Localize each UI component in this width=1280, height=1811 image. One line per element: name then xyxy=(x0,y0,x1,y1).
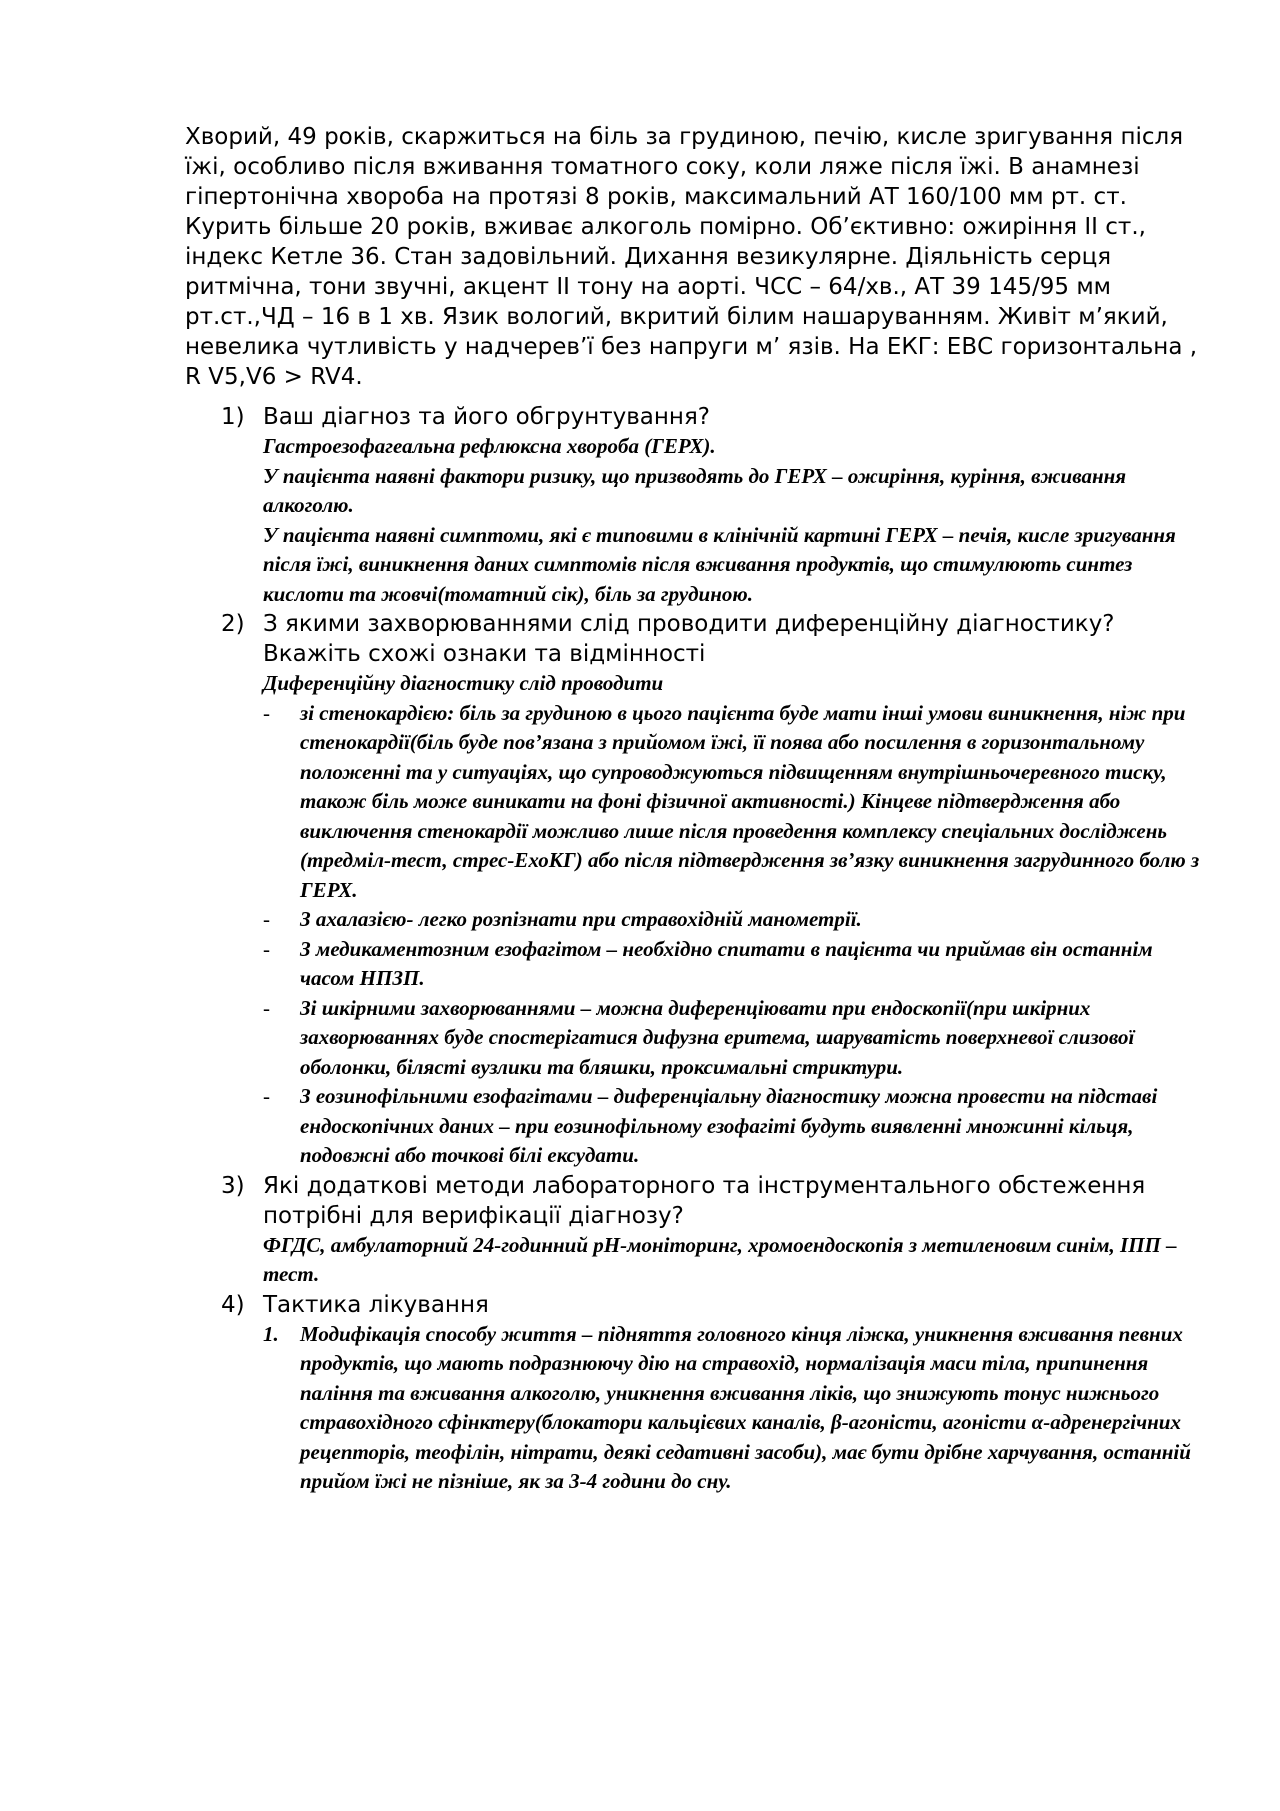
list-item-text: З медикаментозним езофагітом – необхідно спитати в пацієнта чи приймав він останнім часом НПЗП. xyxy=(300,936,1153,990)
answer-paragraph: У пацієнта наявні фактори ризику, що призводять до ГЕРХ – ожиріння, куріння, вживання алкоголю. xyxy=(263,463,1127,517)
question-number: 4) xyxy=(221,1291,245,1318)
bullet-marker: - xyxy=(263,936,270,961)
list-item-text: зі стенокардією: біль за грудиною в цього пацієнта буде мати інші умови виникнення, ніж при стенокардії(біль буде пов’язана з прийомом їжі, її поява або посилення в горизонтальному положенні та у ситуаціях, що супроводжуються підвищенням внутрішньочеревного тиску, також біль може виникати на фоні фізичної активності.) Кінцеве підтвердження або виключення стенокардії можливо лише після проведення комплексу спеціальних досліджень (тредміл-тест, стрес-ЕхоКГ) або після підтвердження зв’язку виникнення загрудинного болю з ГЕРХ. xyxy=(300,700,1200,902)
treatment-list xyxy=(263,1320,1205,1497)
question-4 xyxy=(185,1290,1205,1497)
answer-paragraph: У пацієнта наявні симптоми, які є типовими в клінічній картині ГЕРХ – печія, кисле зригування після їжі, виникнення даних симптомів після вживання продуктів, що стимулюють синтез кислоти та жовчі(томатний сік), біль за грудиною. xyxy=(263,522,1176,606)
bullet-marker: - xyxy=(263,907,270,931)
answer-paragraph: Гастроезофагеальна рефлюксна хвороба (ГЕРХ). xyxy=(263,434,716,458)
list-item xyxy=(263,1320,1205,1497)
document-page xyxy=(185,122,1205,1497)
list-item xyxy=(263,1082,1205,1171)
question-number: 2) xyxy=(221,611,245,637)
list-item-text: Зі шкірними захворюваннями – можна диференціювати при ендоскопії(при шкірних захворюваннях буде спостерігатися дифузна еритема, шаруватість поверхневої слизової оболонки, білясті вузлики та бляшки, проксимальні стриктури. xyxy=(300,995,1135,1079)
bullet-marker: - xyxy=(263,995,270,1020)
case-description: Хворий, 49 років, скаржиться на біль за грудиною, печію, кисле зригування після їжі, особливо після вживання томатного соку, коли ляже після їжі. В анамнезі гіпертонічна хвороба на протязі 8 років, максимальний АТ 160/100 мм рт. ст. Курить більше 20 років, вживає алкоголь помірно. Об’єктивно: ожиріння ІІ ст., індекс Кетле 36. Стан задовільний. Дихання везикулярне. Діяльність серця ритмічна, тони звучні, акцент ІІ тону на аорті. ЧСС – 64/хв., АТ 39 145/95 мм рт.ст.,ЧД – 16 в 1 хв. Язик вологий, вкритий білим нашаруванням. Живіт м’який, невелика чутливість у надчерев’ї без напруги м’ язів. На ЕКГ: ЕВС горизонтальна , R V5,V6 > RV4. xyxy=(185,124,1198,390)
question-text: Тактика лікування xyxy=(263,1291,489,1318)
question-text: З якими захворюваннями слід проводити диференційну діагностику? Вкажіть схожі ознаки та відмінності xyxy=(263,611,1115,667)
question-text: Які додаткові методи лабораторного та інструментального обстеження потрібні для верифікації діагнозу? xyxy=(263,1172,1146,1229)
list-item-text: З еозинофільними езофагітами – диференціальну діагностику можна провести на підставі ендоскопічних даних – при еозинофільному езофагіті будуть виявленні множинні кільця, подовжні або точкові білі ексудати. xyxy=(300,1084,1158,1167)
list-item xyxy=(263,905,1205,935)
list-item-number: 1. xyxy=(263,1321,279,1346)
answer-paragraph: ФГДС, амбулаторний 24-годинний рН-моніторинг, хромоендоскопія з метиленовим синім, ІПП – тест. xyxy=(263,1232,1177,1286)
question-number: 3) xyxy=(221,1172,245,1199)
differential-list xyxy=(263,699,1205,1171)
list-item-text: Модифікація способу життя – підняття головного кінця ліжка, уникнення вживання певних продуктів, що мають подразнюючу дію на стравохід, нормалізація маси тіла, припинення паління та вживання алкоголю, уникнення вживання ліків, що знижують тонус нижнього стравохідного сфінктеру(блокатори кальцієвих каналів, β-агоністи, агоністи α-адренергічних рецепторів, теофілін, нітрати, деякі седативні засоби), має бути дрібне харчування, останній прийом їжі не пізніше, як за 3-4 години до сну. xyxy=(300,1321,1191,1493)
list-item xyxy=(263,699,1205,906)
bullet-marker: - xyxy=(263,700,270,725)
question-2 xyxy=(185,609,1205,1171)
bullet-marker: - xyxy=(263,1084,270,1108)
list-item-text: З ахалазією- легко розпізнати при стравохідній манометрії. xyxy=(300,907,862,931)
question-3 xyxy=(185,1171,1205,1290)
question-1 xyxy=(185,402,1205,609)
list-item xyxy=(263,994,1205,1083)
question-text: Ваш діагноз та його обгрунтування? xyxy=(263,404,711,430)
question-number: 1) xyxy=(221,404,245,430)
list-item xyxy=(263,935,1205,994)
answer-lead: Диференційну діагностику слід проводити xyxy=(263,671,664,695)
